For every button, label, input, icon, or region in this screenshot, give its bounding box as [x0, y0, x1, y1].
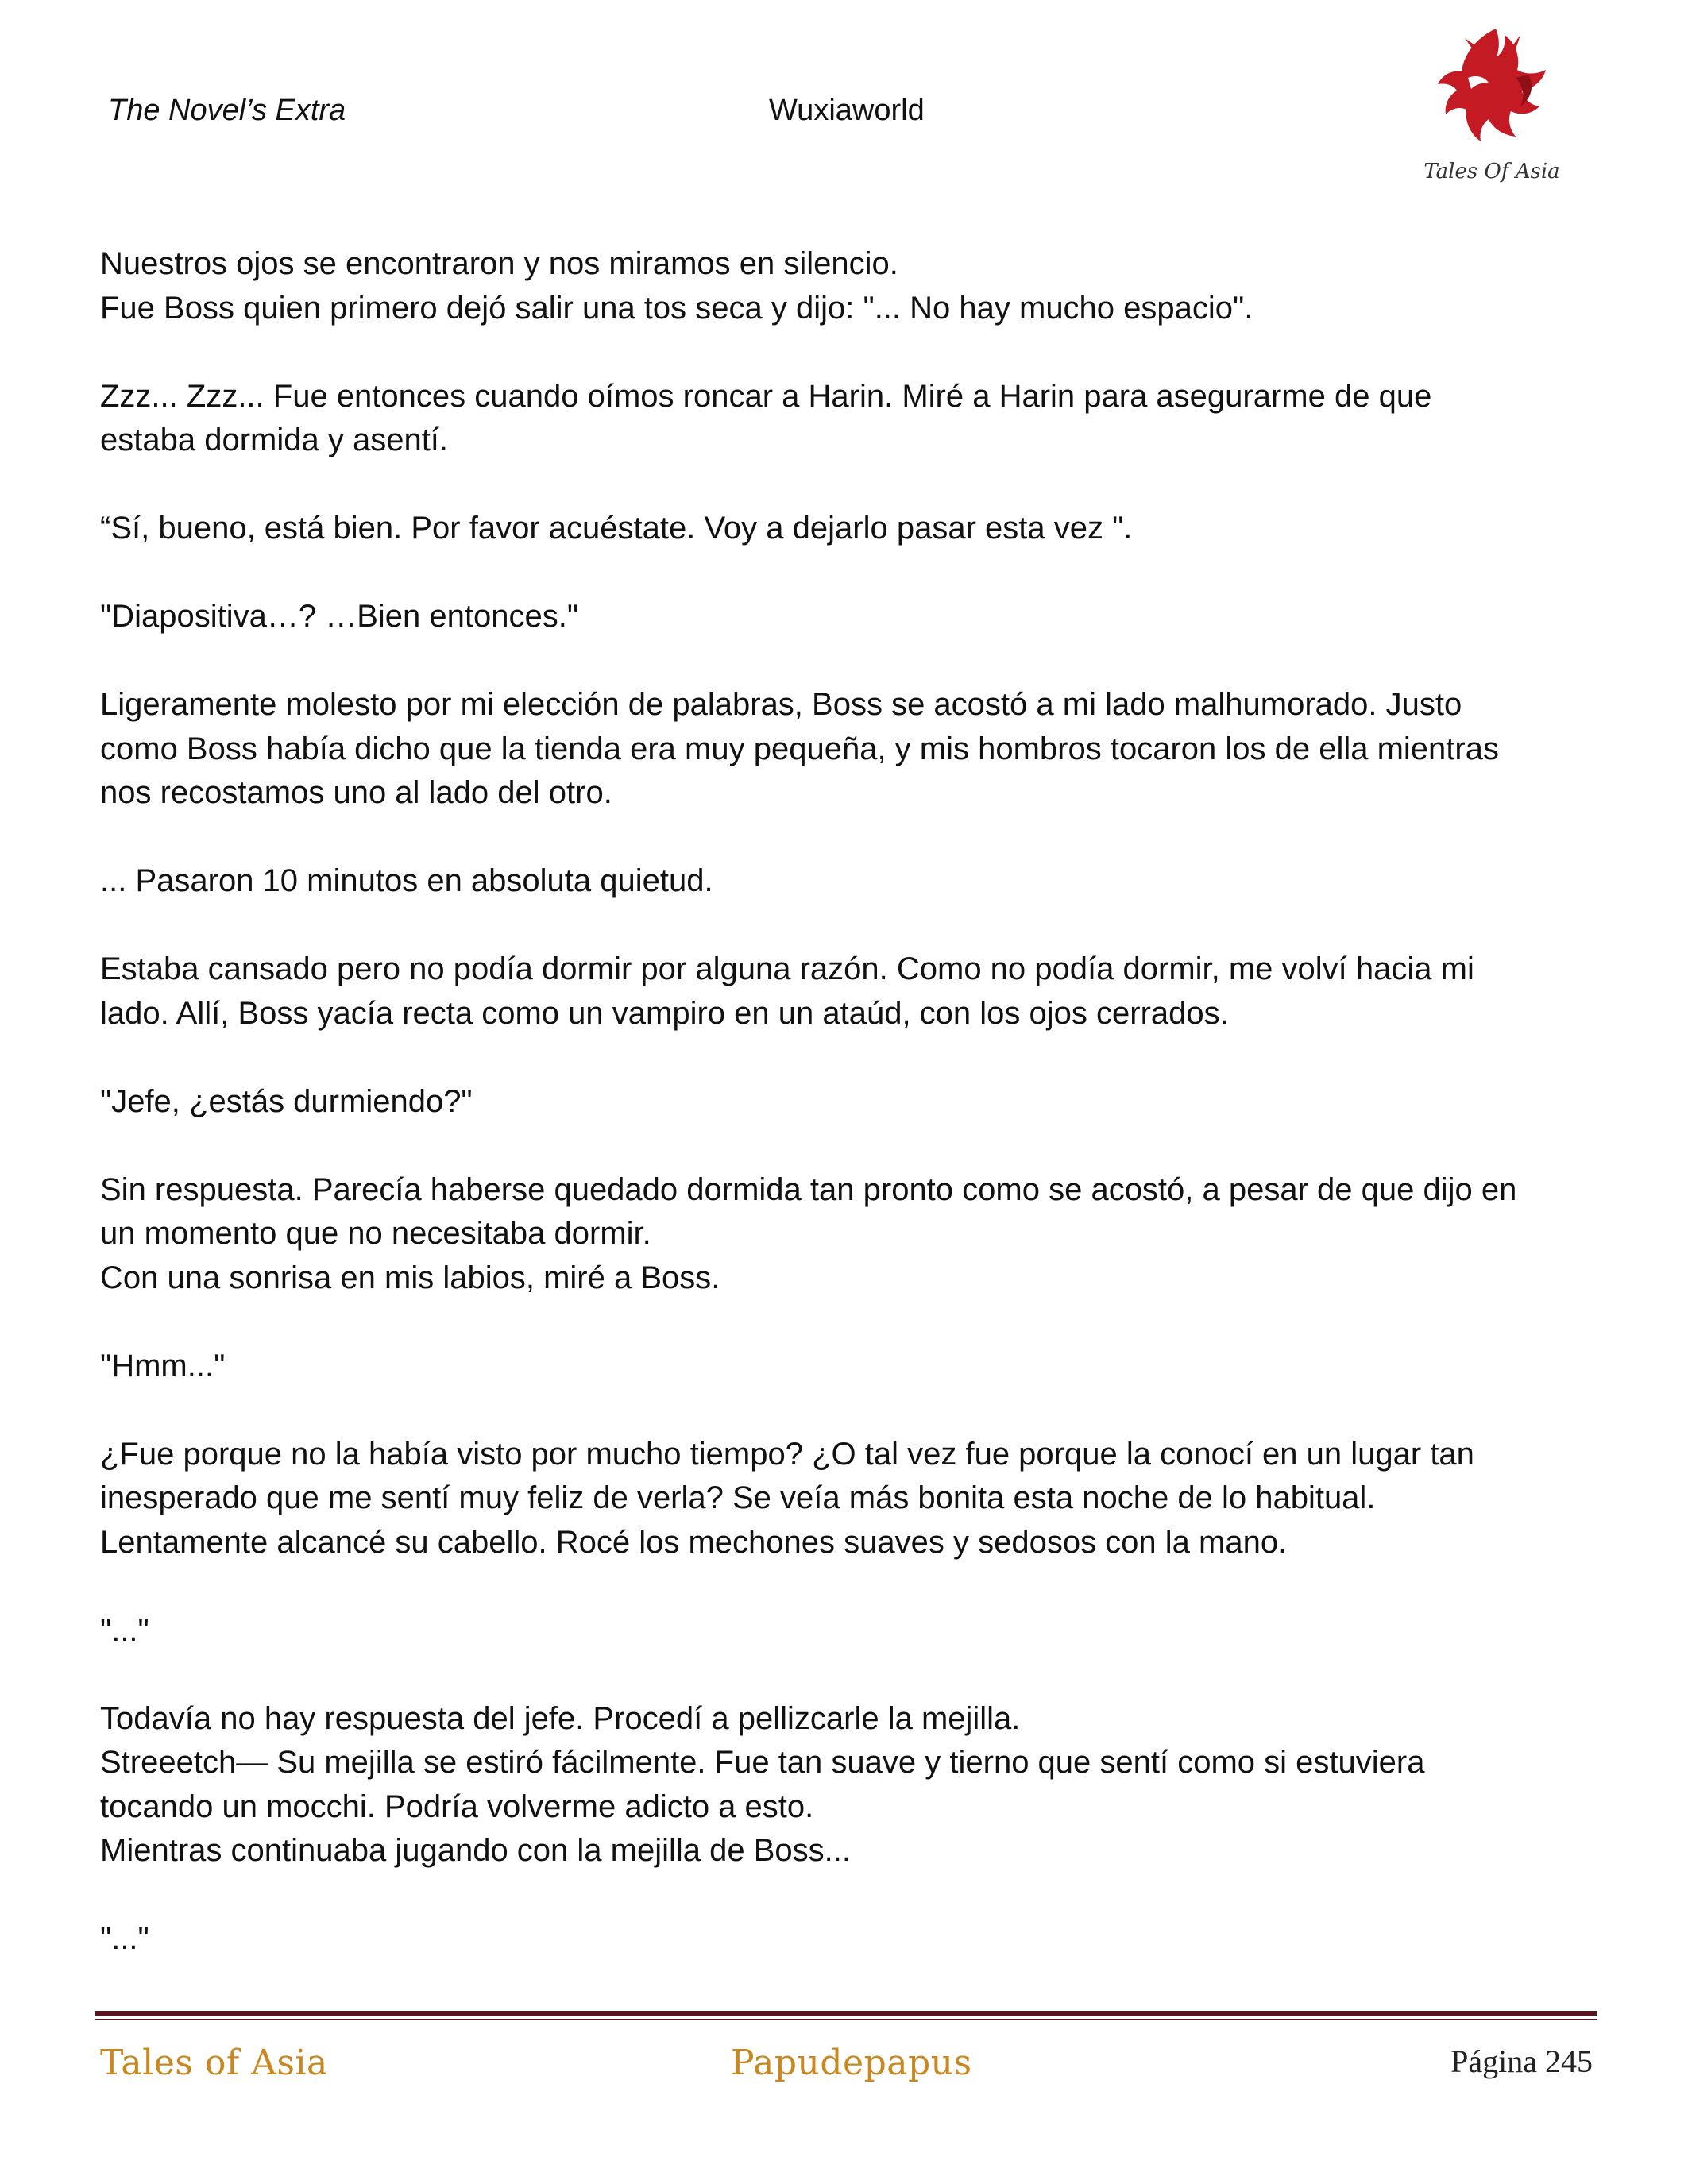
- text-line: inesperado que me sentí muy feliz de verla? Se veía más bonita esta noche de lo habitual.: [100, 1480, 1376, 1515]
- paragraph: [100, 1080, 1593, 1125]
- footer-rule-thin: [95, 2019, 1597, 2020]
- text-line: "...": [100, 1612, 149, 1648]
- paragraph: [100, 859, 1593, 904]
- tales-of-asia-logo: [1420, 22, 1563, 189]
- paragraph: [100, 1168, 1593, 1301]
- paragraph: [100, 1609, 1593, 1653]
- text-line: Fue Boss quien primero dejó salir una tos seca y dijo: "... No hay mucho espacio".: [100, 290, 1253, 326]
- text-line: lado. Allí, Boss yacía recta como un vampiro en un ataúd, con los ojos cerrados.: [100, 995, 1229, 1031]
- paragraph: [100, 507, 1593, 551]
- text-line: Estaba cansado pero no podía dormir por alguna razón. Como no podía dormir, me volví hacia mi: [100, 951, 1474, 986]
- text-line: "Jefe, ¿estás durmiendo?": [100, 1083, 473, 1119]
- text-line: Ligeramente molesto por mi elección de palabras, Boss se acostó a mi lado malhumorado. Justo: [100, 687, 1462, 722]
- text-line: Streeetch— Su mejilla se estiró fácilmente. Fue tan suave y tierno que sentí como si estuviera: [100, 1745, 1425, 1780]
- text-line: un momento que no necesitaba dormir.: [100, 1216, 651, 1251]
- paragraph: [100, 1697, 1593, 1873]
- text-line: ¿Fue porque no la había visto por mucho tiempo? ¿O tal vez fue porque la conocí en un lugar tan: [100, 1436, 1474, 1472]
- text-line: Todavía no hay respuesta del jefe. Procedí a pellizcarle la mejilla.: [100, 1700, 1021, 1736]
- text-line: "Diapositiva…? …Bien entonces.": [100, 599, 579, 634]
- text-line: “Sí, bueno, está bien. Por favor acuéstate. Voy a dejarlo pasar esta vez ".: [100, 511, 1133, 546]
- text-line: tocando un mocchi. Podría volverme adicto a esto.: [100, 1788, 814, 1824]
- paragraph: [100, 1917, 1593, 1962]
- text-line: Sin respuesta. Parecía haberse quedado dormida tan pronto como se acostó, a pesar de que dijo en: [100, 1171, 1517, 1207]
- paragraph: [100, 242, 1593, 330]
- site-name: Wuxiaworld: [769, 94, 925, 127]
- text-line: ... Pasaron 10 minutos en absoluta quietud.: [100, 863, 713, 898]
- paragraph: [100, 683, 1593, 816]
- paragraph: [100, 1433, 1593, 1565]
- paragraph: [100, 947, 1593, 1036]
- footer-publisher: Tales of Asia: [100, 2043, 328, 2083]
- text-line: nos recostamos uno al lado del otro.: [100, 775, 612, 810]
- paragraph: [100, 1345, 1593, 1389]
- footer-translator: Papudepapus: [731, 2043, 972, 2083]
- book-title: The Novel’s Extra: [108, 94, 346, 127]
- text-line: como Boss había dicho que la tienda era muy pequeña, y mis hombros tocaron los de ella mientras: [100, 731, 1499, 766]
- text-line: Lentamente alcancé su cabello. Rocé los mechones suaves y sedosos con la mano.: [100, 1524, 1288, 1560]
- page-number: Página 245: [1450, 2043, 1593, 2079]
- text-line: Mientras continuaba jugando con la mejilla de Boss...: [100, 1833, 851, 1868]
- text-line: "Hmm...": [100, 1348, 226, 1383]
- paragraph: [100, 595, 1593, 639]
- dragon-logo-icon: [1420, 22, 1563, 189]
- svg-text:Tales Of Asia: Tales Of Asia: [1423, 160, 1560, 183]
- chapter-body: [100, 242, 1593, 2005]
- footer-rule: [95, 2011, 1597, 2016]
- text-line: "...": [100, 1921, 149, 1956]
- paragraph: [100, 375, 1593, 463]
- text-line: Zzz... Zzz... Fue entonces cuando oímos roncar a Harin. Miré a Harin para asegurarme de que: [100, 378, 1432, 414]
- text-line: Nuestros ojos se encontraron y nos miramos en silencio.: [100, 246, 898, 281]
- text-line: estaba dormida y asentí.: [100, 423, 449, 457]
- text-line: Con una sonrisa en mis labios, miré a Boss.: [100, 1260, 720, 1295]
